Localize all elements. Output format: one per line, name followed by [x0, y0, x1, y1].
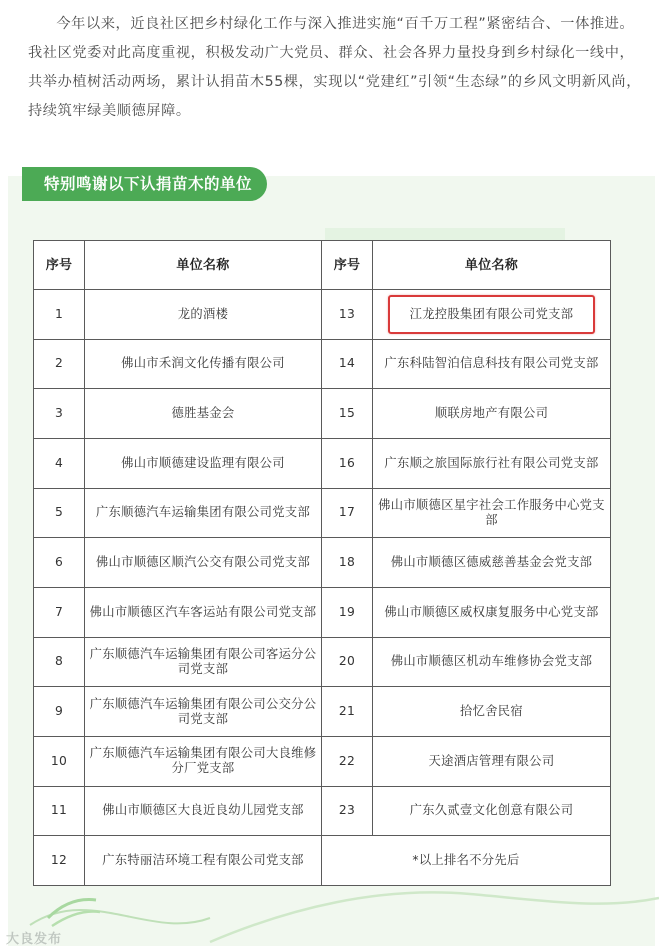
decorative-wave	[0, 880, 659, 950]
unit-name: 佛山市顺德区顺汽公交有限公司党支部	[85, 538, 322, 588]
unit-name-highlighted	[373, 290, 611, 340]
row-index: 11	[34, 786, 85, 836]
watermark-text: 大良发布	[6, 932, 63, 947]
row-index: 21	[322, 687, 373, 737]
header-index-left: 序号	[34, 241, 85, 290]
unit-name: 广东顺德汽车运输集团有限公司大良维修分厂党支部	[85, 736, 322, 786]
row-index: 3	[34, 389, 85, 439]
unit-name: 佛山市顺德区星宇社会工作服务中心党支部	[373, 488, 611, 538]
unit-name: 广东顺德汽车运输集团有限公司党支部	[85, 488, 322, 538]
table-row	[34, 786, 611, 836]
donor-table	[33, 240, 611, 886]
table-row	[34, 438, 611, 488]
unit-name: 顺联房地产有限公司	[373, 389, 611, 439]
row-index: 10	[34, 736, 85, 786]
row-index: 13	[322, 290, 373, 340]
unit-name: 广东特丽洁环境工程有限公司党支部	[85, 836, 322, 886]
header-name-right: 单位名称	[373, 241, 611, 290]
row-index: 2	[34, 339, 85, 389]
table-row	[34, 587, 611, 637]
row-index: 14	[322, 339, 373, 389]
unit-name: 天途酒店管理有限公司	[373, 736, 611, 786]
unit-name: 广东久贰壹文化创意有限公司	[373, 786, 611, 836]
row-index: 12	[34, 836, 85, 886]
unit-name: 龙的酒楼	[85, 290, 322, 340]
row-index: 19	[322, 587, 373, 637]
row-index: 16	[322, 438, 373, 488]
unit-name: 佛山市顺德区德威慈善基金会党支部	[373, 538, 611, 588]
table-row	[34, 488, 611, 538]
row-index: 15	[322, 389, 373, 439]
unit-name: 佛山市顺德区机动车维修协会党支部	[373, 637, 611, 687]
table-row	[34, 389, 611, 439]
row-index: 5	[34, 488, 85, 538]
row-index: 23	[322, 786, 373, 836]
table-row	[34, 836, 611, 886]
unit-name: 佛山市顺德区大良近良幼儿园党支部	[85, 786, 322, 836]
highlight-box: 江龙控股集团有限公司党支部	[388, 295, 596, 334]
section-banner	[22, 167, 267, 201]
row-index: 6	[34, 538, 85, 588]
row-index: 8	[34, 637, 85, 687]
intro-section	[0, 0, 659, 126]
unit-name: 广东顺之旅国际旅行社有限公司党支部	[373, 438, 611, 488]
unit-name: 拾忆舍民宿	[373, 687, 611, 737]
row-index: 1	[34, 290, 85, 340]
table-row	[34, 339, 611, 389]
unit-name: 德胜基金会	[85, 389, 322, 439]
row-index: 9	[34, 687, 85, 737]
table-row	[34, 637, 611, 687]
unit-name: 佛山市顺德区威权康复服务中心党支部	[373, 587, 611, 637]
row-index: 22	[322, 736, 373, 786]
unit-name: 佛山市顺德区汽车客运站有限公司党支部	[85, 587, 322, 637]
row-index: 17	[322, 488, 373, 538]
table-row	[34, 687, 611, 737]
table-row	[34, 290, 611, 340]
banner-title: 特别鸣谢以下认捐苗木的单位	[44, 175, 253, 193]
row-index: 4	[34, 438, 85, 488]
table-row	[34, 538, 611, 588]
ranking-note: *以上排名不分先后	[322, 836, 611, 886]
intro-paragraph: 今年以来，近良社区把乡村绿化工作与深入推进实施“百千万工程”紧密结合、一体推进。我社区党委对此高度重视，积极发动广大党员、群众、社会各界力量投身到乡村绿化一线中，共举办植树活动两场，累计认捐苗木55棵，实现以“党建红”引领“生态绿”的乡风文明新风尚，持续筑牢绿美顺德屏障。	[28, 16, 641, 119]
watermark	[6, 928, 62, 947]
table-row	[34, 736, 611, 786]
row-index: 20	[322, 637, 373, 687]
header-index-right: 序号	[322, 241, 373, 290]
decorative-block	[325, 228, 565, 240]
unit-name: 广东顺德汽车运输集团有限公司公交分公司党支部	[85, 687, 322, 737]
unit-name: 佛山市顺德建设监理有限公司	[85, 438, 322, 488]
table-header-row	[34, 241, 611, 290]
header-name-left: 单位名称	[85, 241, 322, 290]
row-index: 7	[34, 587, 85, 637]
unit-name: 广东顺德汽车运输集团有限公司客运分公司党支部	[85, 637, 322, 687]
row-index: 18	[322, 538, 373, 588]
unit-name: 广东科陆智泊信息科技有限公司党支部	[373, 339, 611, 389]
unit-name: 佛山市禾润文化传播有限公司	[85, 339, 322, 389]
